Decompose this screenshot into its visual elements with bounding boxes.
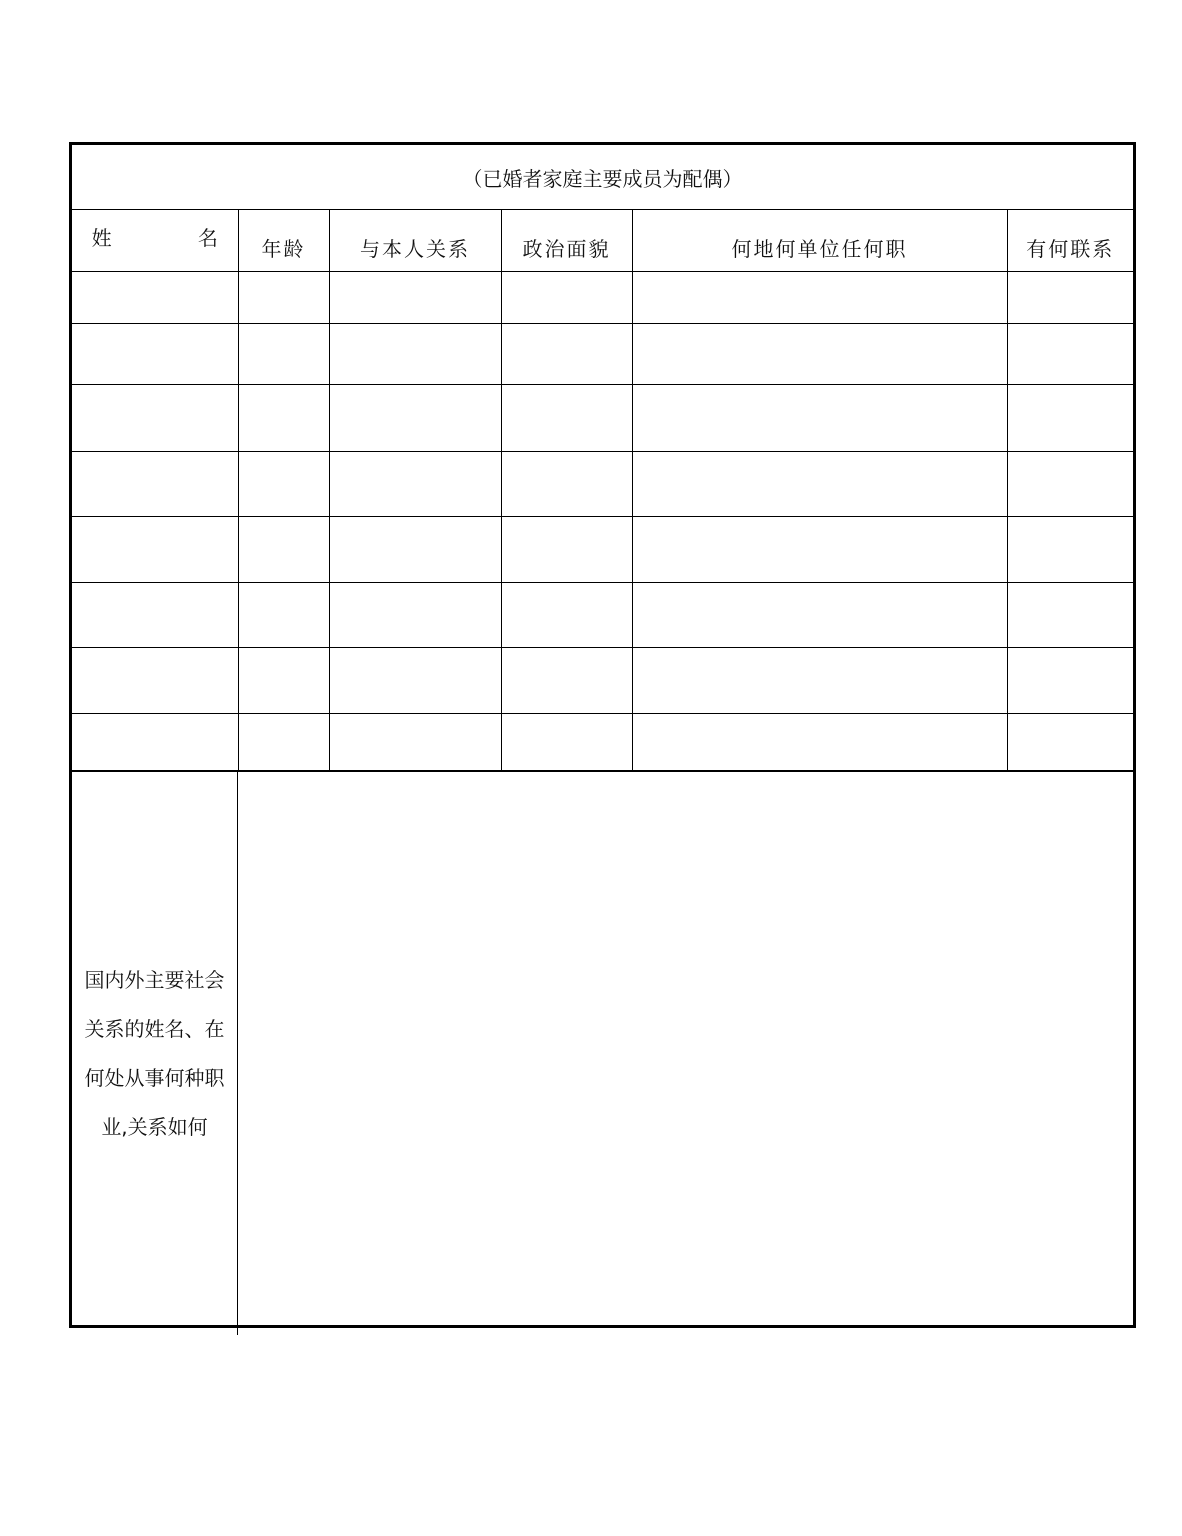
header-name-label: 姓 名 xyxy=(91,226,258,250)
header-position xyxy=(632,210,1007,272)
cell-age[interactable] xyxy=(238,385,329,452)
cell-political[interactable] xyxy=(501,324,632,385)
social-relations-label-cell xyxy=(72,772,238,1335)
cell-relation[interactable] xyxy=(329,452,501,517)
cell-position[interactable] xyxy=(632,324,1007,385)
cell-contact[interactable] xyxy=(1007,272,1133,324)
cell-political[interactable] xyxy=(501,714,632,772)
header-contact-label: 有何联系 xyxy=(1026,237,1115,261)
cell-contact[interactable] xyxy=(1007,714,1133,772)
header-political-label: 政治面貌 xyxy=(522,237,611,261)
social-relations-label: 国内外主要社会关系的姓名、在何处从事何种职业,关系如何 xyxy=(84,967,225,1139)
cell-relation[interactable] xyxy=(329,385,501,452)
cell-contact[interactable] xyxy=(1007,648,1133,714)
header-row xyxy=(72,210,1133,272)
title-row xyxy=(72,145,1133,210)
cell-political[interactable] xyxy=(501,452,632,517)
cell-political[interactable] xyxy=(501,517,632,583)
cell-position[interactable] xyxy=(632,272,1007,324)
table-row xyxy=(72,714,1133,772)
table-row xyxy=(72,583,1133,648)
cell-age[interactable] xyxy=(238,648,329,714)
cell-age[interactable] xyxy=(238,714,329,772)
cell-name[interactable] xyxy=(72,324,238,385)
cell-contact[interactable] xyxy=(1007,385,1133,452)
cell-age[interactable] xyxy=(238,452,329,517)
cell-age[interactable] xyxy=(238,517,329,583)
cell-name[interactable] xyxy=(72,452,238,517)
cell-name[interactable] xyxy=(72,385,238,452)
cell-contact[interactable] xyxy=(1007,324,1133,385)
header-position-label: 何地何单位任何职 xyxy=(731,237,908,261)
header-age-label: 年龄 xyxy=(261,237,306,261)
form-title: （已婚者家庭主要成员为配偶） xyxy=(72,145,1133,210)
cell-relation[interactable] xyxy=(329,714,501,772)
cell-name[interactable] xyxy=(72,272,238,324)
cell-age[interactable] xyxy=(238,583,329,648)
header-name xyxy=(72,210,258,272)
cell-political[interactable] xyxy=(501,583,632,648)
social-relations-field[interactable] xyxy=(238,772,1133,1335)
table-row xyxy=(72,648,1133,714)
cell-position[interactable] xyxy=(632,583,1007,648)
cell-position[interactable] xyxy=(632,385,1007,452)
cell-age[interactable] xyxy=(238,324,329,385)
cell-name[interactable] xyxy=(72,517,238,583)
cell-position[interactable] xyxy=(632,714,1007,772)
cell-relation[interactable] xyxy=(329,583,501,648)
cell-age[interactable] xyxy=(238,272,329,324)
family-info-form xyxy=(69,142,1136,1328)
cell-position[interactable] xyxy=(632,517,1007,583)
header-relation xyxy=(329,210,501,272)
family-members-table xyxy=(72,145,1133,772)
table-row xyxy=(72,517,1133,583)
table-row xyxy=(72,385,1133,452)
cell-relation[interactable] xyxy=(329,272,501,324)
cell-name[interactable] xyxy=(72,714,238,772)
table-row xyxy=(72,324,1133,385)
cell-position[interactable] xyxy=(632,452,1007,517)
cell-relation[interactable] xyxy=(329,517,501,583)
cell-relation[interactable] xyxy=(329,648,501,714)
table-row xyxy=(72,272,1133,324)
cell-relation[interactable] xyxy=(329,324,501,385)
cell-position[interactable] xyxy=(632,648,1007,714)
header-political xyxy=(501,210,632,272)
header-relation-label: 与本人关系 xyxy=(360,237,470,261)
cell-political[interactable] xyxy=(501,648,632,714)
cell-political[interactable] xyxy=(501,385,632,452)
cell-contact[interactable] xyxy=(1007,583,1133,648)
header-contact xyxy=(1007,210,1133,272)
table-row xyxy=(72,452,1133,517)
cell-political[interactable] xyxy=(501,272,632,324)
cell-name[interactable] xyxy=(72,583,238,648)
social-relations-section xyxy=(72,772,1133,1335)
cell-contact[interactable] xyxy=(1007,517,1133,583)
cell-contact[interactable] xyxy=(1007,452,1133,517)
cell-name[interactable] xyxy=(72,648,238,714)
